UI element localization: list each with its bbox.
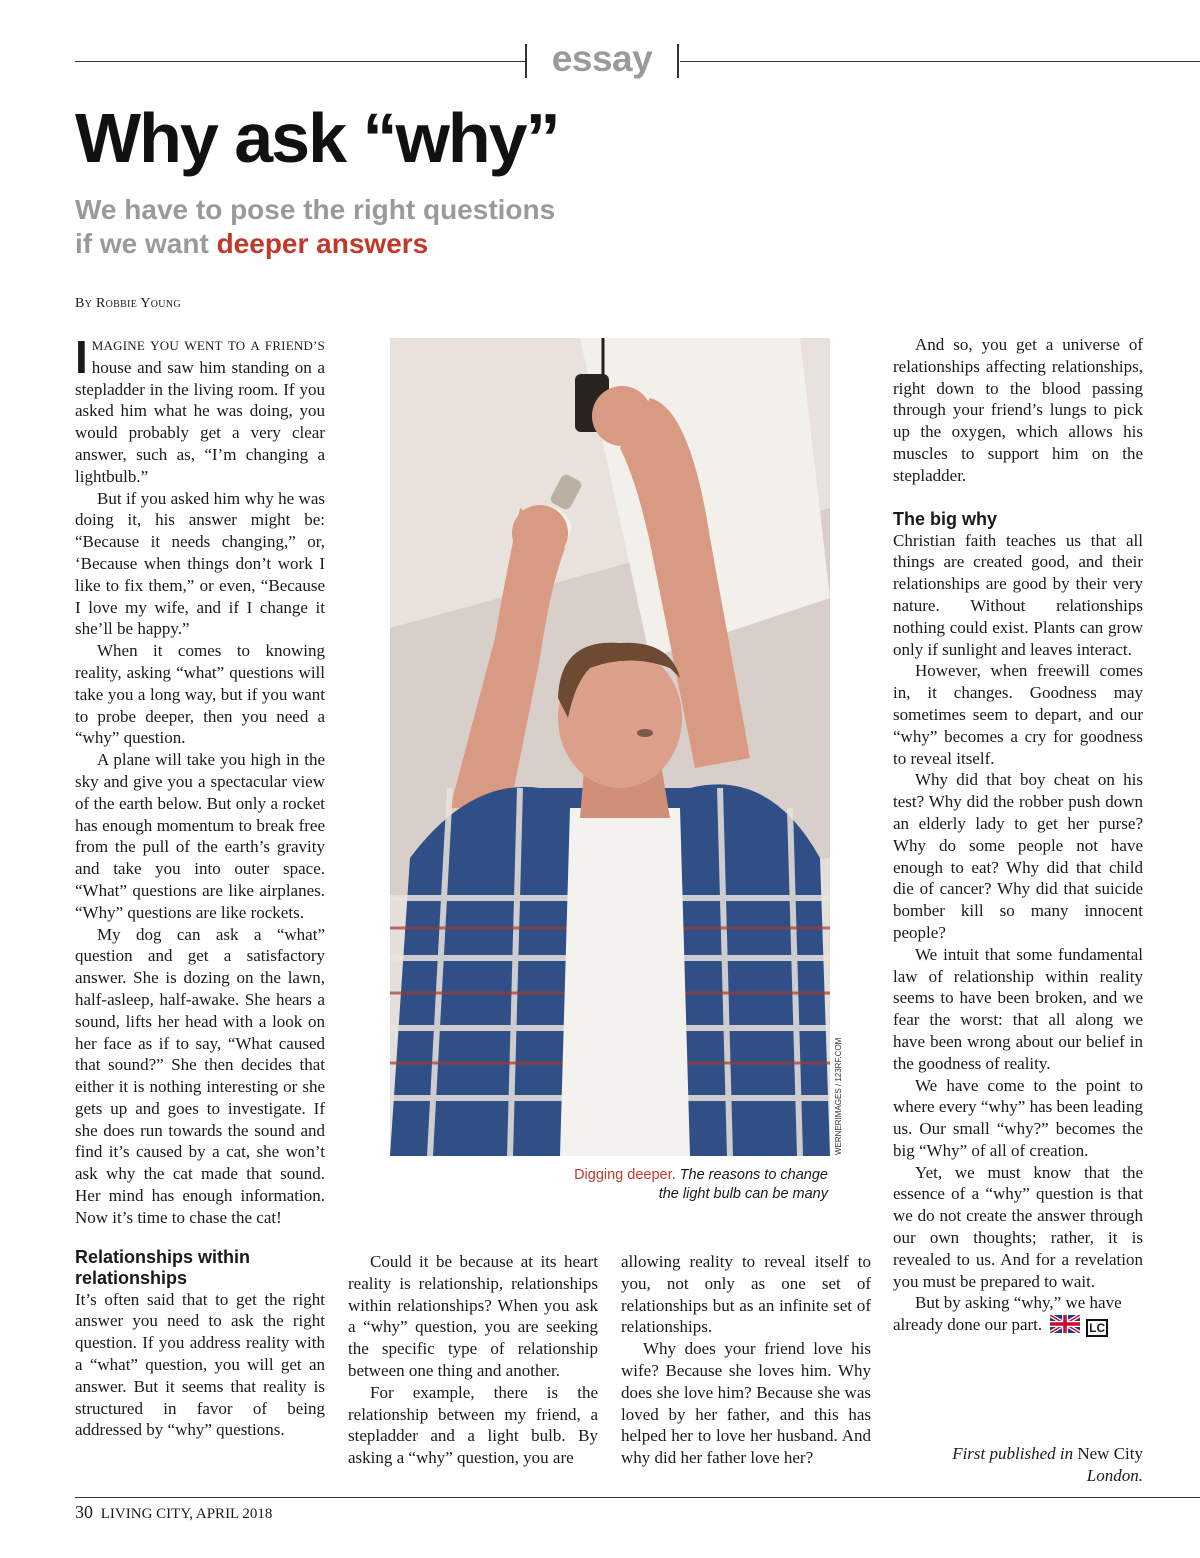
header-rule-right: [680, 61, 1200, 62]
subheading-big-why: The big why: [893, 508, 998, 529]
article-column-2: [348, 1251, 598, 1469]
paragraph: A plane will take you high in the sky and give you a spectacular view of the earth below. But only a rocket has enough momentum to break free from the pull of the earth’s gravity and take you into outer space. “What” questions are like airplanes. “Why” questions are like rockets.: [75, 750, 325, 922]
paragraph-rest: house and saw him standing on a stepladder in the living room. If you asked him what he was doing, you would probably get a very clear answer, such as, “I’m changing a lightbulb.”: [75, 357, 325, 486]
paragraph: It’s often said that to get the right answer you need to ask the right question. If you address reality with a “what” question, you will get an answer. But it seems that reality is structured in favor of being addressed by “why” questions.: [75, 1289, 325, 1440]
page-footer: [75, 1502, 272, 1523]
caption-rest: The reasons to change the light bulb can be many: [658, 1167, 828, 1202]
byline: By Robbie Young: [75, 296, 181, 311]
paragraph: And so, you get a universe of relationships affecting relationships, right down to the blood passing through your friend’s lungs to pick up the oxygen, which allows his muscles to support him on the stepladder.: [893, 335, 1143, 485]
paragraph: [75, 331, 325, 488]
subhead-line-2: [75, 227, 775, 261]
paragraph-final: [893, 1292, 1143, 1337]
man-changing-lightbulb-illustration: [390, 338, 830, 1156]
dropcap: I: [75, 331, 88, 383]
publication-issue: LIVING CITY, APRIL 2018: [100, 1506, 273, 1522]
first-published-pub: New City: [1073, 1444, 1143, 1463]
paragraph-final-text: But by asking “why,” we have already done our part.: [893, 1293, 1122, 1335]
section-label: essay: [551, 38, 653, 79]
subhead: [75, 193, 775, 261]
subhead-line-1: We have to pose the right questions: [75, 194, 556, 225]
paragraph: However, when freewill comes in, it changes. Goodness may sometimes seem to depart, and our “why” becomes a cry for goodness to reveal itself.: [893, 661, 1143, 768]
header-tick-right: [677, 44, 679, 78]
lead-caps: MAGINE YOU WENT TO A FRIEND’S: [91, 338, 325, 353]
first-published-city: London.: [1086, 1466, 1143, 1485]
paragraph: My dog can ask a “what” question and get a satisfactory answer. She is dozing on the lawn, half-asleep, half-awake. She hears a sound, lifts her head with a look on her face as if to say, “What caused that sound?” She then decides that either it is nothing interesting or she gets up and goes to investigate. If she does run towards the sound and find it’s caused by a cat, she won’t ask why the cat made that sound. Her mind has enough information. Now it’s time to chase the cat!: [75, 924, 325, 1227]
paragraph: Why did that boy cheat on his test? Why did the robber push down an elderly lady to get her purse? Why do some people not have enough to eat? Why did that child die of cancer? Why did that suicide bomber kill so many innocent people?: [893, 770, 1143, 942]
article-column-1: [75, 331, 325, 1441]
caption-lead: Digging deeper.: [574, 1167, 676, 1183]
article-photo: [390, 338, 830, 1156]
footer-rule: [75, 1497, 1200, 1498]
article-column-3: [621, 1251, 871, 1469]
subhead-line-2-prefix: if we want: [75, 228, 217, 259]
paragraph: allowing reality to reveal itself to you, not only as one set of relationships but as an infinite set of relationships.: [621, 1252, 871, 1337]
photo-credit: WERNERIMAGES / 123RF.COM: [834, 1037, 843, 1155]
article-column-4: [893, 334, 1143, 1337]
paragraph: But if you asked him why he was doing it, his answer might be: “Because it needs changing,” or, ‘Because when things don’t work I like to fix them,” or even, “Because I love my wife, and if I change it she’ll be happy.”: [75, 488, 325, 639]
paragraph: For example, there is the relationship between my friend, a stepladder and a light bulb. By asking a “why” question, you are: [348, 1382, 598, 1468]
paragraph: Could it be because at its heart reality is relationship, relationships within relationships? When you ask a “why” question, you are seeking the specific type of relationship between one thing and another.: [348, 1252, 598, 1380]
paragraph: Yet, we must know that the essence of a “why” question is that we do not create the answer through our own thoughts; rather, it is revealed to us. And for a revelation you must be prepared to wait.: [893, 1162, 1143, 1291]
paragraph: We intuit that some fundamental law of relationship within reality seems to have been broken, and we fear the worst: that all along we have been wrong about our belief in the goodness of reality.: [893, 944, 1143, 1073]
paragraph: Christian faith teaches us that all things are created good, and their relationships are good by their very nature. Without relationships nothing could exist. Plants can grow only if sunlight and leaves interact.: [893, 530, 1143, 659]
paragraph: Why does your friend love his wife? Because she loves him. Why does she love him? Because she was loved by her father, and this has helped her to love her husband. And why did her father love her?: [621, 1339, 871, 1468]
subheading-relationships: Relationships within relationships: [75, 1246, 251, 1288]
first-published-note: [893, 1443, 1143, 1487]
page-number: 30: [75, 1502, 93, 1522]
header-rule-left: [75, 61, 525, 62]
paragraph: When it comes to knowing reality, asking “what” questions will take you a long way, but if you want to probe deeper, then you need a “why” question.: [75, 641, 325, 748]
photo-caption: [560, 1166, 828, 1204]
paragraph: We have come to the point to where every “why” has been leading us. Our small “why?” becomes the big “Why” of all of creation.: [893, 1075, 1143, 1160]
uk-flag-icon: [1050, 1315, 1080, 1333]
subhead-accent: deeper answers: [216, 228, 429, 259]
headline: Why ask “why”: [75, 99, 559, 177]
lc-end-mark-icon: LC: [1086, 1319, 1108, 1337]
first-published-prefix: First published in: [952, 1444, 1074, 1463]
